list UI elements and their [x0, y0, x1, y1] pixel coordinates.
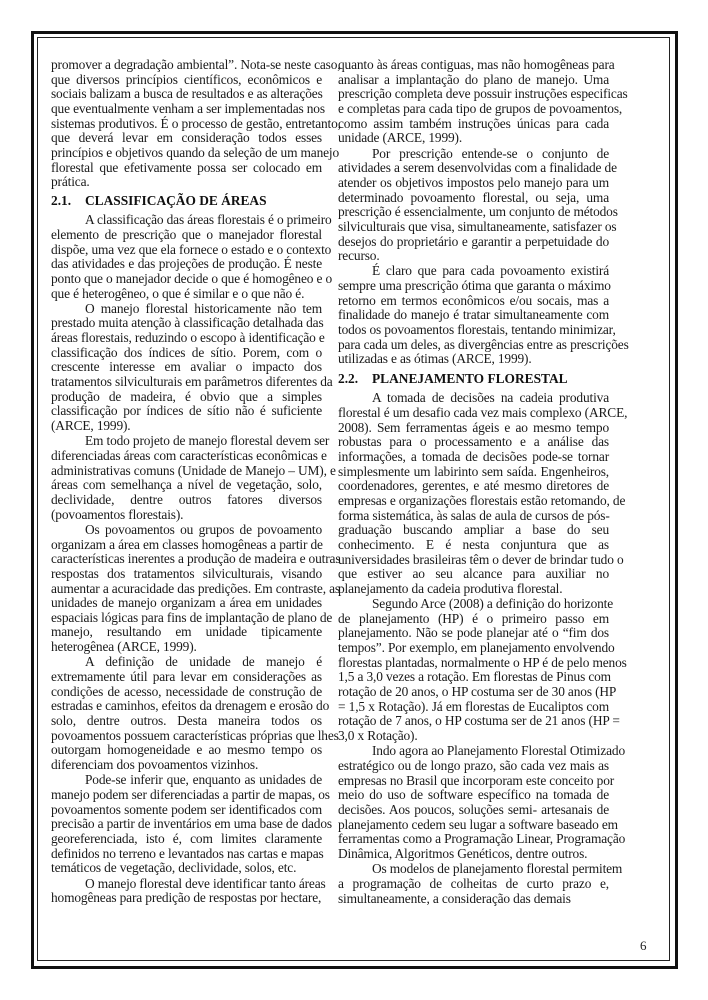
- paragraph-line: florestal que efetivamente possa ser colocado em: [51, 159, 322, 175]
- paragraph-line: Em todo projeto de manejo florestal devem ser: [85, 433, 330, 449]
- paragraph-line: classificação por índices de sítio não é suficiente: [51, 403, 322, 419]
- paragraph-line: elemento de prescrição que o manejador florestal: [51, 226, 322, 242]
- paragraph-line: planejamento. Não se pode planejar até o “fim dos: [338, 625, 609, 641]
- paragraph-line: 2008). Sem ferramentas ágeis e ao mesmo tempo: [338, 419, 609, 435]
- paragraph-line: a programação de colheitas de curto prazo e,: [338, 875, 609, 891]
- paragraph-line: de planejamento (HP) é o primeiro passo em: [338, 610, 609, 626]
- page-number: 6: [640, 938, 647, 953]
- paragraph-line: robustas para o processamento e a análise das: [338, 434, 609, 450]
- paragraph-line: sempre uma prescrição ótima que garanta o máximo: [338, 278, 611, 294]
- paragraph-line: outorgam homogeneidade e ao mesmo tempo os: [51, 742, 322, 758]
- paragraph-line: Os povoamentos ou grupos de povoamento: [85, 521, 322, 537]
- paragraph-line: A classificação das áreas florestais é o primeiro: [85, 212, 332, 228]
- paragraph-line: povoamentos possuem características próprias que lhes: [51, 727, 339, 743]
- section-number: 2.1.: [51, 192, 72, 208]
- paragraph-line: sociais balizam a busca de resultados e as alterações: [51, 86, 323, 102]
- paragraph-line: que é heterogêneo, o que é similar e o que não é.: [51, 285, 305, 301]
- paragraph-line: condições de acesso, necessidade de construção de: [51, 683, 322, 699]
- paragraph-line: coordenadores, gerentes, e até mesmo diretores de: [338, 478, 609, 494]
- paragraph-line: simplesmente um labirinto sem saída. Engenheiros,: [338, 463, 609, 479]
- paragraph-line: (ARCE, 1999).: [51, 418, 131, 434]
- paragraph-line: povoamentos somente podem ser identificados com: [51, 801, 322, 817]
- paragraph-line: = 1,5 x Rotação). Já em florestas de Eucaliptos com: [338, 698, 609, 714]
- paragraph-line: prática.: [51, 174, 90, 190]
- paragraph-line: que deverá levar em consideração todos esses: [51, 130, 322, 146]
- paragraph-line: determinado povoamento florestal, ou seja, uma: [338, 189, 609, 205]
- paragraph-line: prestado muita atenção à classificação detalhada das: [51, 315, 324, 331]
- section-title: PLANEJAMENTO FLORESTAL: [372, 370, 568, 386]
- paragraph-line: universidades brasileiras têm o dever de brindar tudo o: [338, 551, 624, 567]
- paragraph-line: rotação de 7 anos, o HP costuma ser de 21 anos (HP =: [338, 713, 620, 729]
- paragraph-line: prescrição é essencialmente, um conjunto de métodos: [338, 204, 618, 220]
- paragraph-line: planejamento da cadeia produtiva florestal.: [338, 580, 563, 596]
- paragraph-line: utilizadas e as ótimas (ARCE, 1999).: [338, 351, 532, 367]
- paragraph-line: florestal é um desafio cada vez mais complexo (ARCE,: [338, 404, 628, 420]
- paragraph-line: produção de madeira, é obvio que a simples: [51, 388, 322, 404]
- section-number: 2.2.: [338, 370, 359, 386]
- paragraph-line: A tomada de decisões na cadeia produtiva: [372, 390, 609, 406]
- paragraph-line: classificação dos índices de sítio. Porem, com o: [51, 344, 322, 360]
- paragraph-line: conhecimento. E é nesta conjuntura que as: [338, 536, 609, 552]
- paragraph-line: Por prescrição entende-se o conjunto de: [372, 145, 609, 161]
- paragraph-line: áreas com semelhança a nível de vegetação, solo,: [51, 477, 322, 493]
- paragraph-line: O manejo florestal deve identificar tanto áreas: [85, 875, 326, 891]
- paragraph-line: estradas e caminhos, efeitos da drenagem e erosão do: [51, 698, 330, 714]
- paragraph-line: e completas para cada tipo de grupos de povoamentos,: [338, 100, 623, 116]
- paragraph-line: empresas no Brasil que incorporam este conceito por: [338, 772, 615, 788]
- paragraph-line: decisões. Aos poucos, soluções semi- artesanais de: [338, 802, 609, 817]
- paragraph-line: Os modelos de planejamento florestal permitem: [372, 861, 623, 877]
- paragraph-line: Pode-se inferir que, enquanto as unidades de: [85, 772, 322, 788]
- paragraph-line: crescente interesse em avaliar o impacto dos: [51, 359, 322, 375]
- paragraph-line: respostas dos tratamentos silviculturais, visando: [51, 565, 322, 581]
- paragraph-line: silviculturais que visa, simultaneamente, satisfazer os: [338, 218, 617, 234]
- paragraph-line: que eventualmente venham a ser implementadas nos: [51, 100, 325, 116]
- paragraph-line: solo, dentre outros. Desta maneira todos os: [51, 713, 322, 729]
- paragraph-line: atender os objetivos impostos pelo manejo para um: [338, 174, 609, 190]
- paragraph-line: Indo agora ao Planejamento Florestal Otimizado: [372, 743, 626, 759]
- paragraph-line: estratégico ou de longo prazo, são cada vez mais as: [338, 758, 609, 774]
- paragraph-line: heterogênea (ARCE, 1999).: [51, 639, 197, 655]
- paragraph-line: (povoamentos florestais).: [51, 506, 184, 522]
- paragraph-line: graduação buscando ampliar a base do seu: [338, 522, 609, 538]
- paragraph-line: informações, a tomada de decisões pode-se tornar: [338, 448, 609, 464]
- paragraph-line: ponto que o manejador decide o que é homogêneo e o: [51, 270, 333, 286]
- paragraph-line: 3,0 x Rotação).: [338, 728, 418, 744]
- paragraph-line: tempos”. Por exemplo, em planejamento envolvendo: [338, 640, 615, 656]
- paragraph-line: unidade (ARCE, 1999).: [338, 130, 463, 146]
- section-heading: [338, 371, 609, 386]
- paragraph-line: dispõe, uma vez que ela fornece o estado e o contexto: [51, 241, 332, 257]
- paragraph-line: unidades de manejo organizam a área em unidades: [51, 595, 322, 611]
- paragraph-line: princípios e objetivos quando da seleção de um manejo: [51, 144, 340, 160]
- paragraph-line: promover a degradação ambiental”. Nota-se neste caso,: [51, 57, 341, 72]
- paragraph-line: que estiver ao seu alcance para auxiliar no: [338, 566, 609, 582]
- paragraph-line: diferenciadas áreas com características econômicas e: [51, 447, 327, 463]
- paragraph-line: recurso.: [338, 248, 380, 264]
- paragraph-line: Segundo Arce (2008) a definição do horizonte: [372, 596, 614, 612]
- paragraph-line: administrativas comuns (Unidade de Manejo – UM), e: [51, 462, 336, 478]
- paragraph-line: Dinâmica, Algoritmos Genéticos, dentre outros.: [338, 845, 588, 861]
- paragraph-line: para cada um deles, as divergências entre as prescrições: [338, 336, 629, 352]
- paragraph-line: características inerentes a produção de madeira e outras: [51, 551, 341, 567]
- paragraph-line: como assim também instruções únicas para cada: [338, 115, 609, 131]
- paragraph-line: manejo, resultando em unidade tipicamente: [51, 624, 322, 640]
- paragraph-line: aumentar a acuracidade das predições. Em contraste, as: [51, 580, 340, 596]
- section-heading: [51, 193, 322, 208]
- paragraph-line: O manejo florestal historicamente não tem: [85, 300, 322, 316]
- paragraph-line: planejamento cedem seu lugar a software baseado em: [338, 816, 618, 832]
- paragraph-line: simultaneamente, a consideração das demais: [338, 890, 571, 906]
- paragraph-line: precisão a partir de inventários em uma base de dados: [51, 816, 332, 832]
- paragraph-line: definidos no terreno e levantados nas cartas e mapas: [51, 845, 324, 861]
- section-title: CLASSIFICAÇÃO DE ÁREAS: [85, 192, 267, 208]
- paragraph-line: empresas e organizações florestais estão retomando, de: [338, 492, 626, 508]
- paragraph-line: finalidade do manejo é tratar simultaneamente com: [338, 307, 609, 323]
- paragraph-line: tratamentos silviculturais em parâmetros diferentes da: [51, 374, 333, 390]
- paragraph-line: A definição de unidade de manejo é: [85, 654, 322, 670]
- paragraph-line: homogêneas para predição de respostas por hectare,: [51, 890, 322, 906]
- paragraph-line: atividades a serem desenvolvidas com a finalidade de: [338, 160, 617, 176]
- paragraph-line: diferenciam dos povoamentos vizinhos.: [51, 757, 259, 773]
- paragraph-line: todos os povoamentos florestais, tentando minimizar,: [338, 322, 616, 338]
- paragraph-line: sistemas produtivos. É o processo de gestão, entretanto,: [51, 115, 341, 131]
- paragraph-line: temáticos de vegetação, declividade, solos, etc.: [51, 860, 297, 876]
- paragraph-line: É claro que para cada povoamento existirá: [372, 263, 609, 279]
- paragraph-line: retorno em termos econômicos e/ou socais, mas a: [338, 292, 609, 308]
- paragraph-line: prescrição completa deve possuir instruções especificas: [338, 86, 628, 102]
- paragraph-line: georeferenciada, isto é, com limites claramente: [51, 830, 322, 846]
- paragraph-line: declividade, dentre outros fatores diversos: [51, 491, 322, 507]
- paragraph-line: rotação de 20 anos, o HP costuma ser de 30 anos (HP: [338, 684, 617, 700]
- paragraph-line: desejos do proprietário e garantir a perpetuidade do: [338, 233, 609, 249]
- paragraph-line: forma sistemática, às salas de aula de cursos de pós-: [338, 507, 610, 523]
- paragraph-line: extremamente útil para levar em considerações as: [51, 669, 322, 685]
- paragraph-line: que diversos princípios científicos, econômicos e: [51, 71, 322, 87]
- paragraph-line: organizam a área em classes homogêneas a partir de: [51, 536, 323, 552]
- paragraph-line: ferramentas como a Programação Linear, Programação: [338, 831, 626, 847]
- paragraph-line: quanto às áreas contiguas, mas não homogêneas para: [338, 57, 615, 72]
- paragraph-line: meio do uso de software específico na tomada de: [338, 787, 609, 803]
- paragraph-line: espaciais lógicas para fins de implantação de plano de: [51, 609, 333, 625]
- paragraph-line: das atividades e das projeções de produção. É neste: [51, 256, 322, 272]
- paragraph-line: florestas plantadas, normalmente o HP é de pelo menos: [338, 654, 627, 670]
- paragraph-line: 1,5 a 3,0 vezes a rotação. Em florestas de Pinus com: [338, 669, 611, 685]
- paragraph-line: analisar a implantação do plano de manejo. Uma: [338, 71, 609, 87]
- paragraph-line: áreas florestais, reduzindo o escopo à identificação e: [51, 330, 325, 346]
- paragraph-line: manejo podem ser diferenciadas a partir de mapas, os: [51, 786, 330, 802]
